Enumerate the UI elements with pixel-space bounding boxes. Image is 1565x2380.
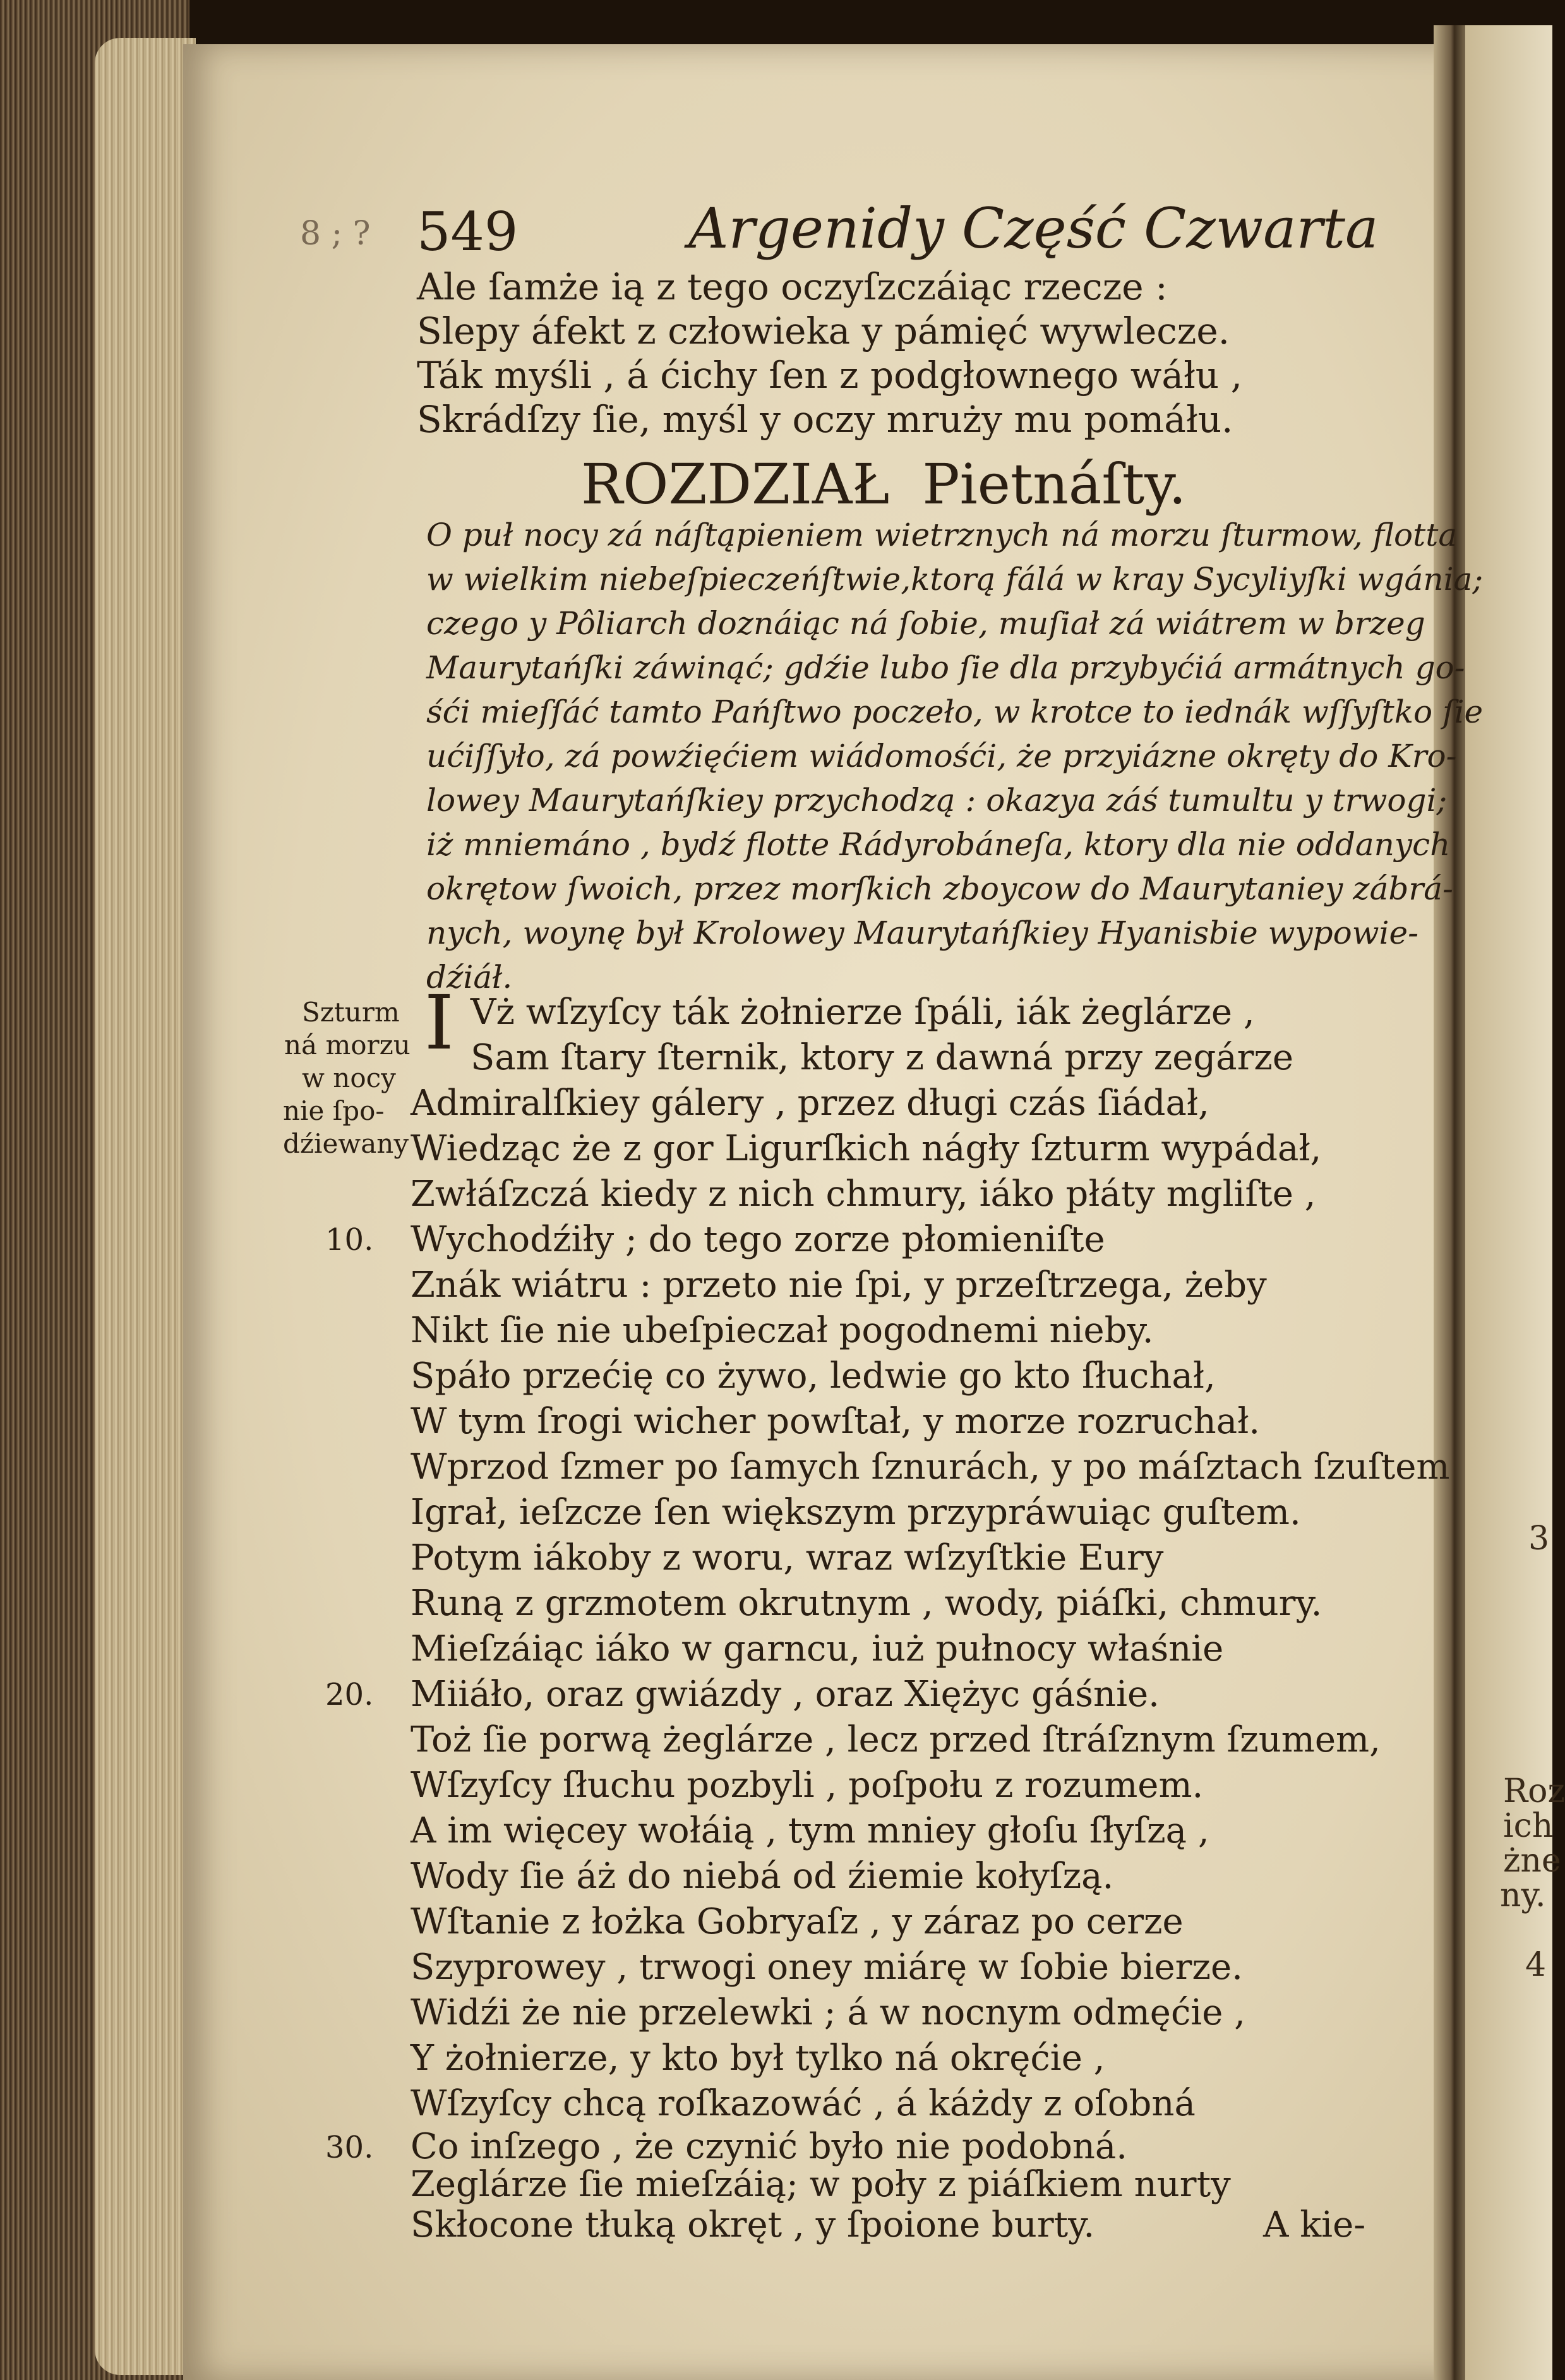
summary-line: ućiſſyło, zá powźięćiem wiádomośći, że przyiázne okręty do Kro- xyxy=(426,738,1457,774)
line-number: 30. xyxy=(325,2130,374,2165)
verse-line: Widźi że nie przelewki ; á w nocnym odmęćie , xyxy=(411,1992,1245,2033)
verse-line: Wychodźiły ; do tego zorze płomieniſte xyxy=(411,1219,1105,1260)
chapter-title-main: ROZDZIAŁ xyxy=(581,452,890,517)
summary-line: lowey Maurytańſkiey przychodzą : okazya záś tumultu y trwogi; xyxy=(426,782,1448,819)
summary-line: nych, woynę był Krolowey Maurytańſkiey Hyanisbie wypowie- xyxy=(426,915,1419,951)
verse-line: Runą z grzmotem okrutnym , wody, piáſki, chmury. xyxy=(411,1583,1322,1624)
summary-line: iż mniemáno , bydź flotte Rádyrobáneſa, ktory dla nie oddanych xyxy=(426,826,1451,863)
verse-line: Znák wiátru : przeto nie ſpi, y przeſtrzega, żeby xyxy=(411,1265,1267,1306)
facing-fragment: 3 xyxy=(1528,1520,1550,1558)
verse-line: Igrał, ieſzcze ſen większym przypráwuiąc guſtem. xyxy=(411,1492,1301,1533)
verse-line: Vż wſzyſcy ták żołnierze ſpáli, iák żeglárze , xyxy=(471,992,1255,1033)
summary-line: dźiáł. xyxy=(426,959,513,995)
verse-line: Zeglárze ſie mieſzáią; w poły z piáſkiem nurty xyxy=(411,2164,1231,2205)
verse-line: Toż ſie porwą żeglárze , lecz przed ſtráſznym ſzumem, xyxy=(411,1719,1381,1760)
running-title: Argenidy Część Czwarta xyxy=(688,196,1379,261)
verse-line: Spáło przećię co żywo, ledwie go kto ſłuchał, xyxy=(411,1355,1216,1397)
summary-line: O puł nocy zá náſtąpieniem wietrznych ná morzu ſturmow, flotta xyxy=(426,517,1458,553)
verse-line: Wiedząc że z gor Ligurſkich nágły ſzturm wypádał, xyxy=(411,1128,1322,1169)
verse-line: Y żołnierze, y kto był tylko ná okręćie , xyxy=(411,2038,1105,2079)
page-number: 549 xyxy=(417,201,519,263)
summary-line: czego y Pôliarch doznáiąc ná ſobie, muſiał zá wiátrem w brzeg xyxy=(426,605,1425,642)
line-number: 10. xyxy=(325,1222,374,1258)
verse-line: W tym ſrogi wicher powſtał, y morze rozruchał. xyxy=(411,1401,1261,1442)
catchword: A kie- xyxy=(1263,2204,1366,2245)
verse-line: Ták myśli , á ćichy ſen z podgłownego wáłu , xyxy=(417,354,1243,397)
verse-line: Nikt ſie nie ubeſpieczał pogodnemi nieby. xyxy=(411,1310,1154,1351)
verse-line: Skłocone tłuką okręt , y ſpoione burty. xyxy=(411,2204,1095,2245)
verse-line: Slepy áfekt z człowieka y pámięć wywlecze. xyxy=(417,310,1230,352)
margin-note-line: ná morzu xyxy=(284,1030,411,1061)
verse-line: A im więcey wołáią , tym mniey głoſu ſłyſzą , xyxy=(411,1810,1209,1851)
facing-fragment: Roz xyxy=(1503,1772,1565,1810)
verse-line: Ale ſamże ią z tego oczyſzczáiąc rzecze : xyxy=(417,265,1168,308)
page-stack-edge xyxy=(95,38,196,2375)
facing-fragment: żne xyxy=(1503,1842,1561,1880)
facing-page xyxy=(1465,25,1565,2380)
verse-line: Sam ſtary ſternik, ktory z dawná przy zegárze xyxy=(471,1037,1294,1078)
verse-line: Wprzod ſzmer po ſamych ſznurách, y po máſztach ſzuſtem xyxy=(411,1446,1450,1488)
facing-fragment: ny. xyxy=(1500,1877,1546,1914)
verse-line: Wſzyſcy ſłuchu pozbyli , poſpołu z rozumem. xyxy=(411,1765,1204,1806)
summary-line: śći mieſſáć tamto Pańſtwo poczeło, w krotce to iednák wſſyſtko ſie xyxy=(426,694,1484,730)
verse-line: Wſzyſcy chcą roſkazowáć , á káżdy z oſobná xyxy=(411,2083,1196,2124)
verse-line: Potym iákoby z woru, wraz wſzyſtkie Eury xyxy=(411,1537,1164,1578)
margin-note-line: Szturm xyxy=(302,997,400,1028)
verse-line: Wſtanie z łożka Gobryaſz , y záraz po cerze xyxy=(411,1901,1184,1942)
chapter-title-number: Pietnáſty. xyxy=(922,452,1187,517)
chapter-title xyxy=(581,452,1186,517)
verse-line: Wody ſie áż do niebá od źiemie kołyſzą. xyxy=(411,1856,1114,1897)
verse-line: Co inſzego , że czynić było nie podobná. xyxy=(411,2126,1128,2167)
margin-note-line: nie ſpo- xyxy=(283,1095,385,1126)
verse-line: Zwłáſzczá kiedy z nich chmury, iáko płáty mgliſte , xyxy=(411,1174,1316,1215)
drop-cap: I xyxy=(424,979,454,1066)
verse-line: Admiralſkiey gálery , przez długi czás ſiádał, xyxy=(411,1083,1209,1124)
facing-fragment: 4 xyxy=(1525,1946,1547,1984)
verse-line: Szyprowey , trwogi oney miárę w ſobie bierze. xyxy=(411,1947,1243,1988)
margin-note-line: w nocy xyxy=(302,1062,396,1093)
verse-line: Miiáło, oraz gwiázdy , oraz Xiężyc gáśnie. xyxy=(411,1674,1160,1715)
line-number: 20. xyxy=(325,1677,374,1712)
verse-line: Skrádſzy ſie, myśl y oczy mruży mu pomáłu. xyxy=(417,398,1233,441)
summary-line: Maurytańſki záwinąć; gdźie lubo ſie dla przybyćiá armátnych go- xyxy=(426,649,1465,686)
summary-line: okrętow ſwoich, przez morſkich zboycow do Maurytaniey zábrá- xyxy=(426,870,1454,907)
facing-fragment: ich xyxy=(1503,1807,1554,1845)
summary-line: w wielkim niebeſpieczeńſtwie,ktorą fálá w kray Sycyliyſki wgánia; xyxy=(426,561,1484,598)
verse-line: Mieſzáiąc iáko w garncu, iuż pułnocy właśnie xyxy=(411,1628,1224,1669)
corner-mark: 8 ; ? xyxy=(300,215,371,253)
margin-note-line: dźiewany xyxy=(283,1128,409,1159)
